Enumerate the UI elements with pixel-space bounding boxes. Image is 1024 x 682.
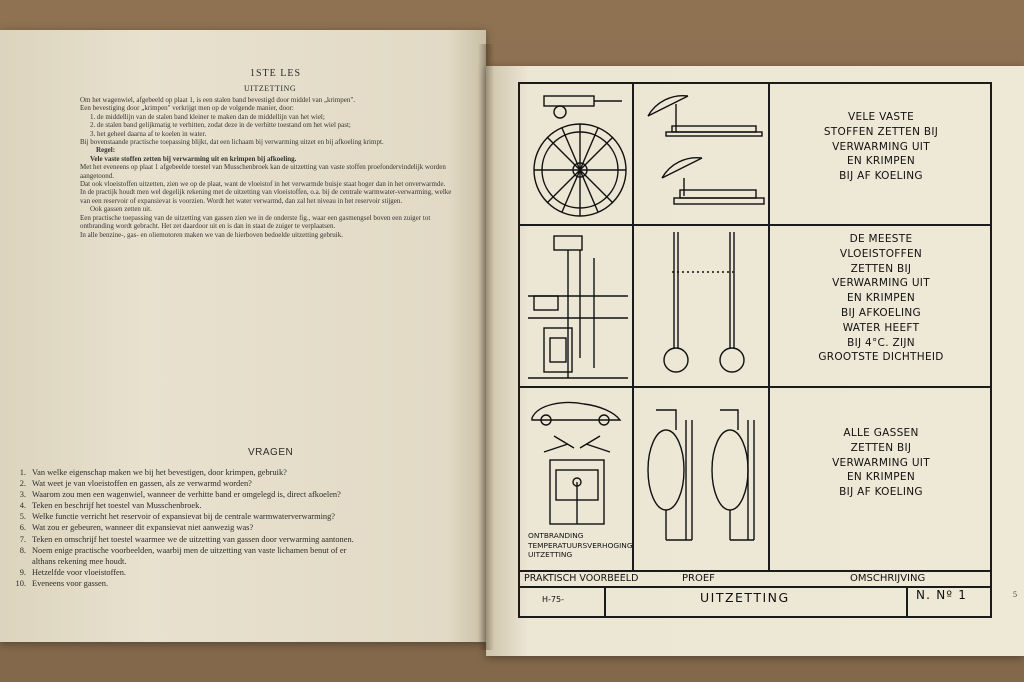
list-item — [12, 511, 452, 522]
desc-line: BIJ AF KOELING — [839, 170, 923, 183]
body-line: 2. de stalen band gelijkmatig te verhitten, zodat deze in de verhitte toestand om het wiel past; — [90, 121, 351, 130]
combustion-engine-illustration — [524, 390, 630, 530]
question-text: Teken en omschrijf het toestel waarmee we de uitzetting van gassen door verwarming aantonen. — [32, 534, 354, 544]
gas-expansion-bulbs-illustration — [636, 390, 766, 568]
engine-caption — [528, 531, 633, 560]
question-number: 10. — [15, 578, 26, 588]
question-text: Waarom zou men een wagenwiel, wanneer de verhitte band er omgelegd is, direct afkoelen? — [32, 490, 341, 500]
question-text: Teken en beschrijf het toestel van Musschenbroek. — [32, 501, 202, 511]
question-number: 6. — [19, 523, 26, 533]
lesson-heading: 1STE LES — [250, 68, 302, 79]
questions-list — [12, 467, 452, 589]
grid-divider — [768, 84, 770, 570]
footer-divider — [604, 588, 606, 616]
desc-line: VELE VASTE — [847, 111, 915, 123]
question-number: 8. — [19, 545, 26, 555]
illustration-plate — [518, 82, 992, 618]
desc-line: ALLE GASSEN — [843, 427, 919, 439]
list-item — [12, 545, 452, 556]
body-line: In alle benzine-, gas- en oliemotoren maken we van de hierboven bedoelde uitzetting gebruik. — [80, 230, 343, 239]
question-number: 2. — [19, 479, 26, 489]
row2-description — [772, 232, 990, 365]
question-text: Van welke eigenschap maken we bij het bevestigen, door krimpen, gebruik? — [32, 468, 287, 477]
question-number: 1. — [19, 468, 26, 477]
question-number: 5. — [19, 512, 26, 522]
desc-line: GROOTSTE DICHTHEID — [818, 351, 944, 364]
list-item — [12, 522, 452, 533]
list-item — [12, 556, 452, 567]
desc-line: VERWARMING UIT — [832, 456, 930, 469]
question-number: 4. — [19, 501, 26, 511]
desc-line: DE MEESTE — [849, 233, 913, 245]
list-item — [12, 467, 452, 478]
body-line: 3. het geheel daarna af te koelen in water. — [90, 129, 207, 138]
row3-description — [772, 426, 990, 500]
desc-line: ZETTEN BIJ — [850, 441, 912, 454]
questions-title: VRAGEN — [248, 447, 294, 458]
column-header-description: OMSCHRIJVING — [850, 573, 926, 584]
desc-line: VERWARMING UIT — [832, 277, 930, 290]
question-number: 3. — [19, 490, 26, 500]
book-spine — [478, 44, 494, 650]
question-text: Wat weet je van vloeistoffen en gassen, als ze verwarmd worden? — [32, 479, 252, 489]
column-header-experiment: PROEF — [682, 573, 715, 584]
body-line: Dat ook vloeistoffen uitzetten, zien we op de plaat, want de vloeistof in het verwarmde buisje staat hoger dan in het onverwarmde. — [80, 180, 446, 189]
question-text: Noem enige practische voorbeelden, waarbij men de uitzetting van vaste lichamen benut of er — [32, 545, 347, 555]
question-text: Welke functie verricht het reservoir of expansievat bij de centrale warmwaterverwarming? — [32, 512, 336, 522]
lesson-subtitle: UITZETTING — [244, 84, 297, 93]
caption-line: TEMPERATUURSVERHOGING — [528, 540, 633, 550]
question-text: Eveneens voor gassen. — [32, 578, 109, 588]
plate-code: H-75- — [542, 595, 564, 604]
grid-divider — [632, 84, 634, 570]
question-number: 7. — [19, 534, 26, 544]
desc-line: VLOEISTOFFEN — [839, 247, 923, 260]
grid-divider — [520, 386, 990, 388]
grid-divider — [520, 224, 990, 226]
lesson-body — [80, 96, 452, 239]
desc-line: STOFFEN ZETTEN BIJ — [823, 125, 939, 138]
desc-line: WATER HEEFT — [842, 321, 920, 334]
question-number: 9. — [19, 567, 26, 577]
body-line: Ook gassen zetten uit. — [90, 205, 152, 214]
question-text: althans rekening mee houdt. — [32, 556, 127, 566]
list-item — [12, 489, 452, 500]
row1-description — [772, 110, 990, 184]
list-item — [12, 567, 452, 578]
plate-title: UITZETTING — [700, 590, 790, 605]
page-number: 5 — [1013, 590, 1017, 599]
column-header-example: PRAKTISCH VOORBEELD — [524, 573, 639, 584]
central-heating-illustration — [524, 228, 630, 384]
list-item — [12, 500, 452, 511]
desc-line: EN KRIMPEN — [847, 471, 915, 484]
list-item — [12, 478, 452, 489]
caption-line: UITZETTING — [528, 550, 573, 560]
desc-line: ZETTEN BIJ — [850, 262, 912, 275]
list-item — [12, 534, 452, 545]
grid-divider — [520, 570, 990, 572]
desc-line: BIJ 4°C. ZIJN — [847, 336, 915, 349]
musschenbroek-apparatus-illustration — [636, 88, 766, 222]
body-line: Vele vaste stoffen zetten bij verwarming uit en krimpen bij afkoeling. — [90, 154, 297, 163]
desc-line: EN KRIMPEN — [847, 292, 915, 305]
body-line: Regel: — [96, 146, 116, 155]
list-item — [12, 578, 452, 589]
body-line: Een practische toepassing van de uitzetting van gassen zien we in de onderste fig., waar een gasmengsel boven een zuiger tot ontbranding wordt gebracht. Het zet daardoor uit en is dan in staat de zuiger te verplaatsen. — [80, 213, 431, 231]
body-line: Bij bovenstaande practische toepassing blijkt, dat een lichaam bij verwarming uitzet en bij afkoeling krimpt. — [80, 138, 384, 147]
plate-number: N. Nº 1 — [916, 588, 968, 602]
body-line: Een bevestiging door „krimpen" verkrijgt men op de volgende manier, door: — [80, 104, 294, 113]
footer-divider — [906, 588, 908, 616]
desc-line: EN KRIMPEN — [847, 155, 915, 168]
desc-line: BIJ AF KOELING — [839, 486, 923, 499]
wagon-wheel-illustration — [524, 88, 630, 222]
body-line: 1. de middellijn van de stalen band kleiner te maken dan de middellijn van het wiel; — [90, 112, 325, 121]
question-text: Wat zou er gebeuren, wanneer dit expansievat niet aanwezig was? — [32, 523, 254, 533]
desc-line: BIJ AFKOELING — [840, 306, 921, 319]
caption-line: ONTBRANDING — [528, 531, 584, 540]
question-text: Hetzelfde voor vloeistoffen. — [32, 567, 127, 577]
desc-line: VERWARMING UIT — [832, 140, 930, 153]
body-line: Om het wagenwiel, afgebeeld op plaat 1, is een stalen band bevestigd door middel van „krimpen". — [80, 96, 355, 104]
liquid-expansion-tubes-illustration — [636, 228, 766, 384]
body-line: In de practijk houdt men wel degelijk rekening met de uitzetting van vloeistoffen, o.a. bij de centrale warmwater-verwarming, welke van een reservoir of expansievat is voorzien. Wordt het water verwarmd, dan zal het niveau in het reservoir stijgen. — [80, 188, 452, 205]
body-line: Met het eveneens op plaat 1 afgebeelde toestel van Musschenbroek kan de uitzetting van vaste stoffen proefondervindelijk worden aangetoond. — [80, 163, 446, 180]
